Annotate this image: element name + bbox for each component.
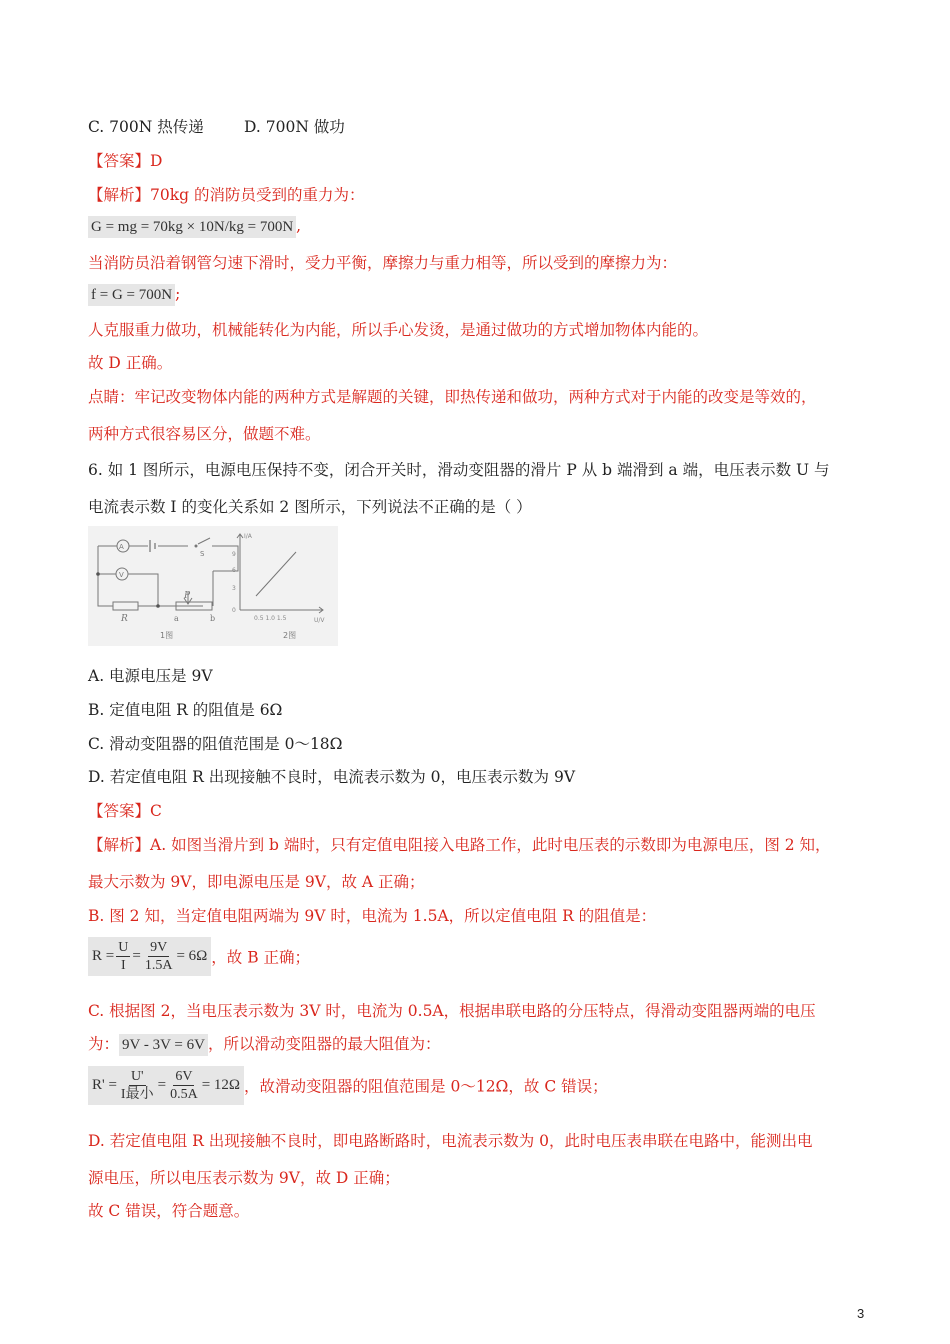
equation-r <box>88 937 211 976</box>
fraction <box>168 1068 200 1103</box>
answer-tag: 【答案】 <box>88 152 151 170</box>
option-d: D. 若定值电阻 R 出现接触不良时，电流表示数为 0，电压表示数为 9V <box>88 768 576 786</box>
fig-tick-y: 0 <box>232 607 236 614</box>
analysis-a-1 <box>88 835 831 855</box>
denominator: 1.5A <box>144 958 173 973</box>
fig-voltmeter-label: V <box>119 571 124 579</box>
gravity-equation-line <box>88 216 301 238</box>
fig1-caption: 1图 <box>160 631 174 640</box>
punct: ; <box>175 285 181 303</box>
fig-r-label: R <box>121 614 128 624</box>
iu-graph <box>237 534 323 613</box>
analysis-d-2: 源电压，所以电压表示数为 9V，故 D 正确； <box>88 1169 400 1187</box>
friction-text: 当消防员沿着钢管匀速下滑时，受力平衡，摩擦力与重力相等，所以受到的摩擦力为： <box>88 254 678 272</box>
friction-equation-line <box>88 284 180 306</box>
voltage-equation: 9V - 3V = 6V <box>119 1034 208 1056</box>
analysis-text: 70kg 的消防员受到的重力为： <box>150 186 365 204</box>
analysis-text: A. 如图当滑片到 b 端时，只有定值电阻接入电路工作，此时电压表的示数即为电源电压，图 2 知， <box>150 836 831 854</box>
answer-tag: 【答案】 <box>88 802 151 820</box>
answer-value: C <box>150 802 162 820</box>
page-number: 3 <box>857 1306 865 1321</box>
punct: , <box>296 217 302 235</box>
denominator: I <box>120 958 126 973</box>
option-c-prev: C. 700N 热传递 <box>88 118 204 136</box>
final-conclusion: 故 C 错误，符合题意。 <box>88 1202 250 1220</box>
fig-p-label: P <box>184 591 191 601</box>
analysis-tag: 【解析】 <box>88 186 151 204</box>
gravity-equation: G = mg = 70kg × 10N/kg = 700N <box>88 216 296 238</box>
fig2-caption: 2图 <box>283 631 297 640</box>
fig-tick-y: 9 <box>232 551 236 558</box>
circuit-and-graph-figure <box>88 526 338 646</box>
analysis-tag: 【解析】 <box>88 836 151 854</box>
analysis-c-1: C. 根据图 2，当电压表示数为 3V 时，电流为 0.5A，根据串联电路的分压特点，得滑动变阻器两端的电压 <box>88 1002 816 1020</box>
answer-line <box>88 801 162 821</box>
equation-r-prime-line <box>88 1066 608 1105</box>
equation-r-tail: ，故 B 正确； <box>211 948 311 967</box>
analysis-d-1: D. 若定值电阻 R 出现接触不良时，即电路断路时，电流表示数为 0，此时电压表串联在电路中，能测出电 <box>88 1132 813 1150</box>
fig-tick-y: 3 <box>232 585 236 592</box>
fig-axis-i: I/A <box>244 533 252 540</box>
analysis-line <box>88 185 364 205</box>
eq-rhs: = 6Ω <box>176 948 208 964</box>
equation-r-line <box>88 937 310 976</box>
fig-a-label: a <box>174 614 179 623</box>
question-stem-2: 电流表示数 I 的变化关系如 2 图所示，下列说法不正确的是（ ） <box>88 498 532 516</box>
equals: = <box>132 948 141 964</box>
option-d-prev: D. 700N 做功 <box>244 118 345 136</box>
equation-r-prime-tail: ，故滑动变阻器的阻值范围是 0～12Ω，故 C 错误； <box>244 1077 608 1096</box>
eq-lhs: R' = <box>92 1077 117 1093</box>
comment-line-1: 点睛：牢记改变物体内能的两种方式是解题的关键，即热传递和做功，两种方式对于内能的改变是等效的， <box>88 388 817 406</box>
answer-line <box>88 151 162 171</box>
analysis-a-2: 最大示数为 9V，即电源电压是 9V，故 A 正确； <box>88 873 425 891</box>
answer-value: D <box>150 152 163 170</box>
option-a: A. 电源电压是 9V <box>88 667 213 685</box>
fig-b-label: b <box>210 614 216 623</box>
work-text: 人克服重力做功，机械能转化为内能，所以手心发烫，是通过做功的方式增加物体内能的。 <box>88 321 709 339</box>
comment-line-2: 两种方式很容易区分，做题不难。 <box>88 425 321 443</box>
question-figure <box>88 526 338 646</box>
fraction <box>143 939 175 974</box>
eq-lhs: R = <box>92 948 115 964</box>
numerator: U <box>118 940 129 955</box>
fig-tick-x: 0.5 1.0 1.5 <box>254 615 287 622</box>
conclusion: 故 D 正确。 <box>88 354 173 372</box>
fraction <box>116 939 130 974</box>
numerator: U' <box>130 1069 144 1084</box>
question-stem-1: 6. 如 1 图所示，电源电压保持不变，闭合开关时，滑动变阻器的滑片 P 从 b 端滑到 a 端，电压表示数 U 与 <box>88 461 830 479</box>
c2-suffix: ，所以滑动变阻器的最大阻值为： <box>207 1035 441 1053</box>
option-b: B. 定值电阻 R 的阻值是 6Ω <box>88 701 283 719</box>
equals: = <box>157 1077 167 1093</box>
fig-switch-label: S <box>200 550 205 558</box>
fig-tick-y: 6 <box>232 567 236 574</box>
numerator: 6V <box>175 1069 193 1084</box>
denominator: I最小 <box>120 1087 154 1102</box>
fig-axis-u: U/V <box>314 617 325 624</box>
analysis-c-2 <box>88 1034 440 1056</box>
denominator: 0.5A <box>170 1087 198 1102</box>
friction-equation: f = G = 700N <box>88 284 175 306</box>
equation-r-prime <box>88 1066 244 1105</box>
option-c: C. 滑动变阻器的阻值范围是 0～18Ω <box>88 735 343 753</box>
eq-rhs: = 12Ω <box>201 1077 241 1093</box>
numerator: 9V <box>150 940 168 955</box>
analysis-b-1: B. 图 2 知，当定值电阻两端为 9V 时，电流为 1.5A，所以定值电阻 R 的阻值是： <box>88 907 657 925</box>
fig-ammeter-label: A <box>119 543 124 551</box>
c2-prefix: 为： <box>88 1035 120 1053</box>
fraction <box>119 1068 156 1103</box>
